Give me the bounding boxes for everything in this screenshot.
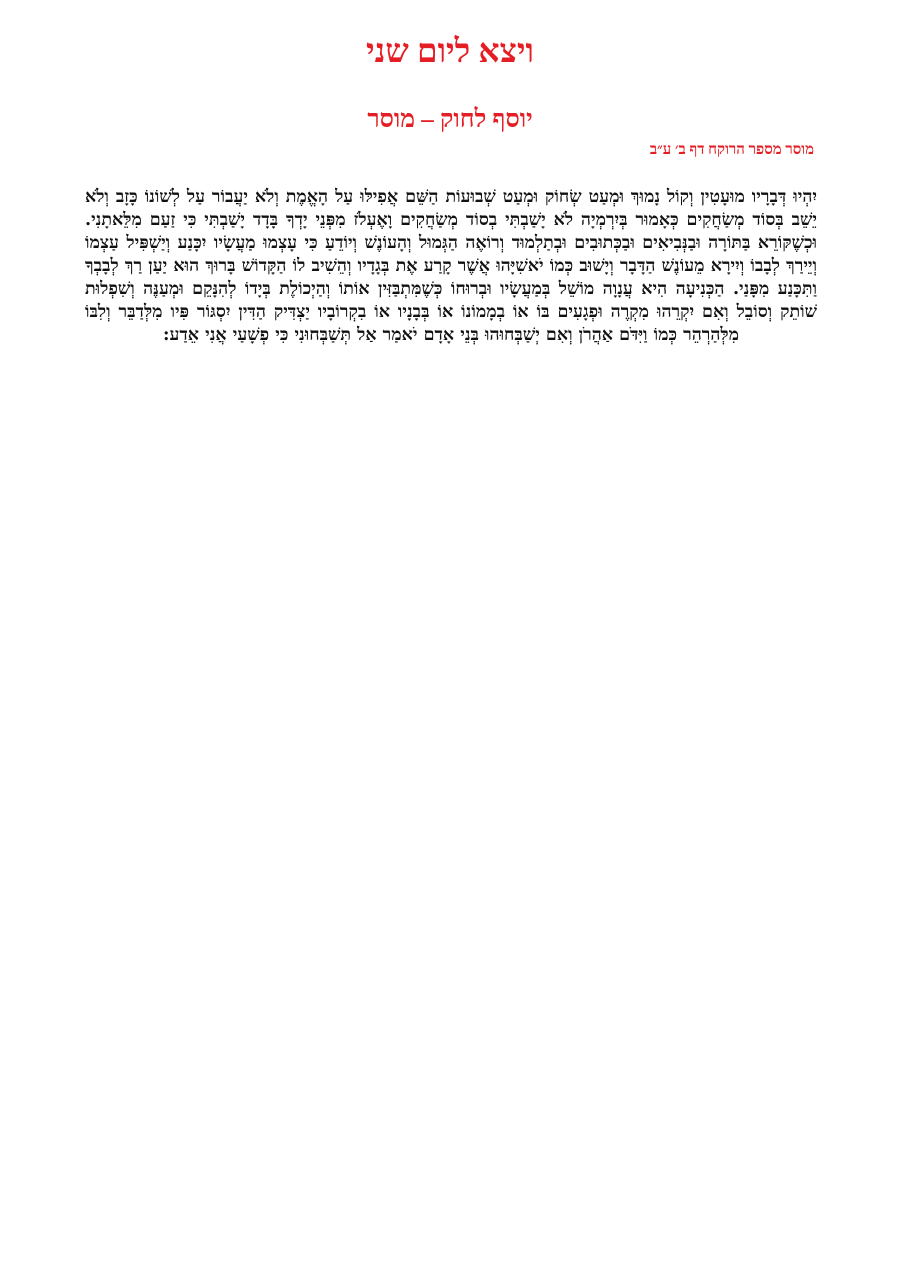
page-title: ויצא ליום שני — [366, 34, 534, 70]
section-subtitle: יוסף לחוק – מוסר — [367, 106, 533, 133]
body-paragraph: יִהְיוּ דְּבָרָיו מוּעָטִין וְקוֹל נָמוּךְ וּמְעַט שְׂחוֹק וּמְעַט שְׁבוּעוֹת הַשֵּׁם אֲפִילּוּ עַל הָאֱמֶת וְלֹא יַעֲבוֹר עַל לְשׁוֹנוֹ כָּזָב וְלֹא יֵשֵׁב בְּסוֹד מְשַׂחֲקִים כְּאָמוּר בְּיִרְמְיָה לֹא יָשַׁבְתִּי בְסוֹד מְשַׂחֲקִים וָאֶעְלֹז מִפְּנֵי יָדְךָ בָּדָד יָשַׁבְתִּי כִּי זַעַם מִלֵּאתָנִי. וּכְשֶׁקּוֹרֵא בַּתּוֹרָה וּבַנְּבִיאִים וּבַכְּתוּבִים וּבְתַלְמוּד וְרוֹאֶה הַגְּמוּל וְהָעוֹנֶשׁ וְיוֹדֵעַ כִּי עָצְמוּ מַעֲשָׂיו יִכָּנַע וְיַשְׁפִּיל עַצְמוֹ וְיֵירַךְ לְבָבוֹ וְיִירָא מֵעוֹנֶשׁ הַדָּבָר וְיָשׁוּב כְּמוֹ יֹאשִׁיָּהוּ אֲשֶׁר קָרַע אֶת בְּגָדָיו וְהֵשִׁיב לוֹ הַקָּדוֹשׁ בָּרוּךְ הוּא יַעַן רַךְ לְבָבְךָ וַתִּכָּנַע מִפָּנַי. הַכְּנִיעָה הִיא עֲנָוָה מוֹשֵׁל בְּמַעֲשָׂיו וּבְרוּחוֹ כְּשֶׁמִּתְבַּזִּין אוֹתוֹ וְהַיְכוֹלֶת בְּיָדוֹ לְהִנָּקֵם וּמְעַנֶּה וְשִׁפְלוּת שׁוֹתֵק וְסוֹבֵל וְאִם יִקְרֵהוּ מִקְרֶה וּפְגָעִים בּוֹ אוֹ בְמָמוֹנוֹ אוֹ בְּבָנָיו אוֹ בִקְרוֹבָיו יַצְדִּיק הַדִּין יִסְגּוֹר פִּיו מִלְּדַבֵּר וְלִבּוֹ מִלְּהַרְהֵר כְּמוֹ וַיִּדֹּם אַהֲרֹן וְאִם יְשַׁבְּחוּהוּ בְּנֵי אָדָם יֹאמַר אַל תְּשַׁבְּחוּנִי כִּי פְשָׁעַי אֲנִי אֵדַע: — [85, 187, 817, 345]
source-reference: מוסר מספר הרוקח דף ב׳ ע״ב — [649, 142, 814, 158]
